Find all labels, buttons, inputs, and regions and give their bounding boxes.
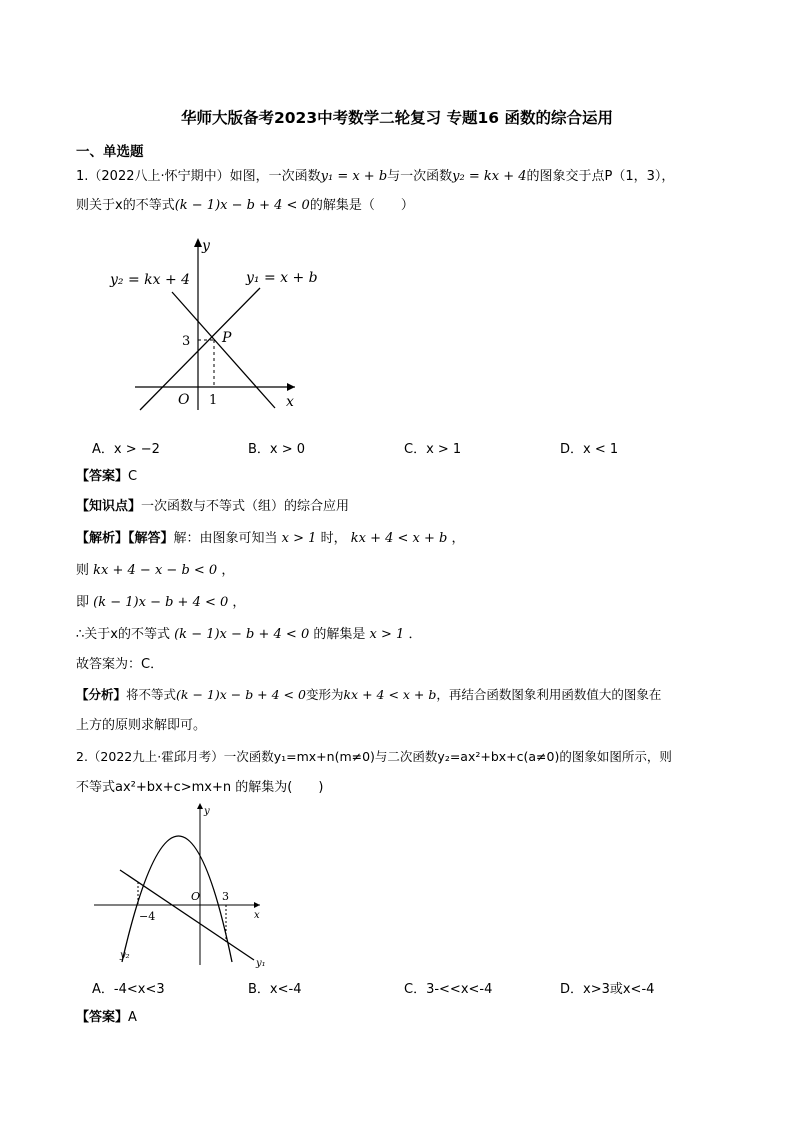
q2-option-a[interactable]: A．-4<x<3 bbox=[92, 982, 165, 997]
document-title: 华师大版备考2023中考数学二轮复习 专题16 函数的综合运用 bbox=[180, 109, 613, 127]
q2-option-c[interactable]: C．3-<<x<-4 bbox=[404, 982, 493, 997]
q2-x-arrow bbox=[254, 902, 260, 908]
q1-option-b[interactable]: B．x > 0 bbox=[248, 442, 306, 457]
q2-tick-3: 3 bbox=[222, 890, 229, 903]
q1-y-arrow bbox=[194, 238, 202, 247]
q1-solution-line5: 故答案为：C． bbox=[76, 657, 164, 672]
q1-solution-line3: 即 (k − 1)x − b + 4 < 0 ， bbox=[76, 595, 246, 610]
q1-y2-label: y₂ = kx + 4 bbox=[110, 272, 191, 288]
q1-inequality: (k − 1)x − b + 4 < 0 bbox=[174, 198, 310, 213]
q2-x-label: x bbox=[254, 910, 260, 921]
q2-stem-line2: 不等式ax²+bx+c>mx+n 的解集为( ) bbox=[76, 780, 324, 795]
q2-origin-label: O bbox=[191, 890, 201, 903]
q1-point-p: P bbox=[222, 330, 232, 346]
q2-y-arrow bbox=[197, 803, 203, 809]
q1-option-d[interactable]: D．x < 1 bbox=[560, 442, 619, 457]
q1-figure bbox=[100, 230, 340, 420]
q1-line-y1 bbox=[140, 288, 260, 410]
q1-tick-1: 1 bbox=[209, 393, 218, 408]
q1-origin-label: O bbox=[178, 392, 190, 408]
q1-option-c[interactable]: C．x > 1 bbox=[404, 442, 462, 457]
q1-x-label: x bbox=[286, 394, 294, 410]
q2-figure bbox=[92, 800, 282, 970]
q1-knowledge-point: 【知识点】一次函数与不等式（组）的综合应用 bbox=[76, 499, 350, 514]
q1-answer: 【答案】C bbox=[76, 469, 138, 484]
q2-y1-label: y₁ bbox=[256, 958, 266, 969]
q1-analysis-line1: 【分析】将不等式(k − 1)x − b + 4 < 0变形为kx + 4 < x + b，再结合函数图象利用函数值大的图象在 bbox=[76, 687, 662, 702]
y1-expression: y₁ = x + b bbox=[320, 169, 388, 184]
y2-expression: y₂ = kx + 4 bbox=[452, 169, 527, 184]
q1-y1-label: y₁ = x + b bbox=[246, 270, 318, 286]
q2-tick-neg4: −4 bbox=[139, 910, 156, 923]
q2-option-d[interactable]: D．x>3或x<-4 bbox=[560, 982, 655, 997]
q2-y-label: y bbox=[204, 806, 210, 817]
q2-y2-label: y₂ bbox=[120, 950, 130, 961]
q1-tick-3: 3 bbox=[182, 334, 191, 349]
q1-solution-line4: ∴关于x的不等式 (k − 1)x − b + 4 < 0 的解集是 x > 1 ． bbox=[76, 627, 422, 642]
q1-solution-line1: 【解析】【解答】解：由图象可知当 x > 1 时， kx + 4 < x + b ， bbox=[76, 531, 465, 546]
q1-line-y2 bbox=[172, 292, 275, 408]
q2-option-b[interactable]: B．x<-4 bbox=[248, 982, 302, 997]
q2-stem-line1: 2.（2022九上·霍邱月考）一次函数y₁=mx+n(m≠0)与二次函数y₂=ax²+bx+c(a≠0)的图象如图所示，则 bbox=[76, 749, 672, 764]
q1-stem-line1: 1.（2022八上·怀宁期中）如图，一次函数y₁ = x + b与一次函数y₂ = kx + 4的图象交于点P（1，3）， bbox=[76, 169, 675, 184]
q1-option-a[interactable]: A．x > −2 bbox=[92, 442, 160, 457]
q1-analysis-line2: 上方的原则求解即可。 bbox=[76, 718, 207, 733]
q1-stem-line2: 则关于x的不等式(k − 1)x − b + 4 < 0的解集是（ ） bbox=[76, 198, 414, 213]
section-heading: 一、单选题 bbox=[76, 144, 144, 160]
q1-x-arrow bbox=[287, 383, 295, 391]
q1-y-label: y bbox=[202, 238, 210, 254]
q1-solution-line2: 则 kx + 4 − x − b < 0 ， bbox=[76, 563, 235, 578]
q2-answer: 【答案】A bbox=[76, 1010, 137, 1025]
